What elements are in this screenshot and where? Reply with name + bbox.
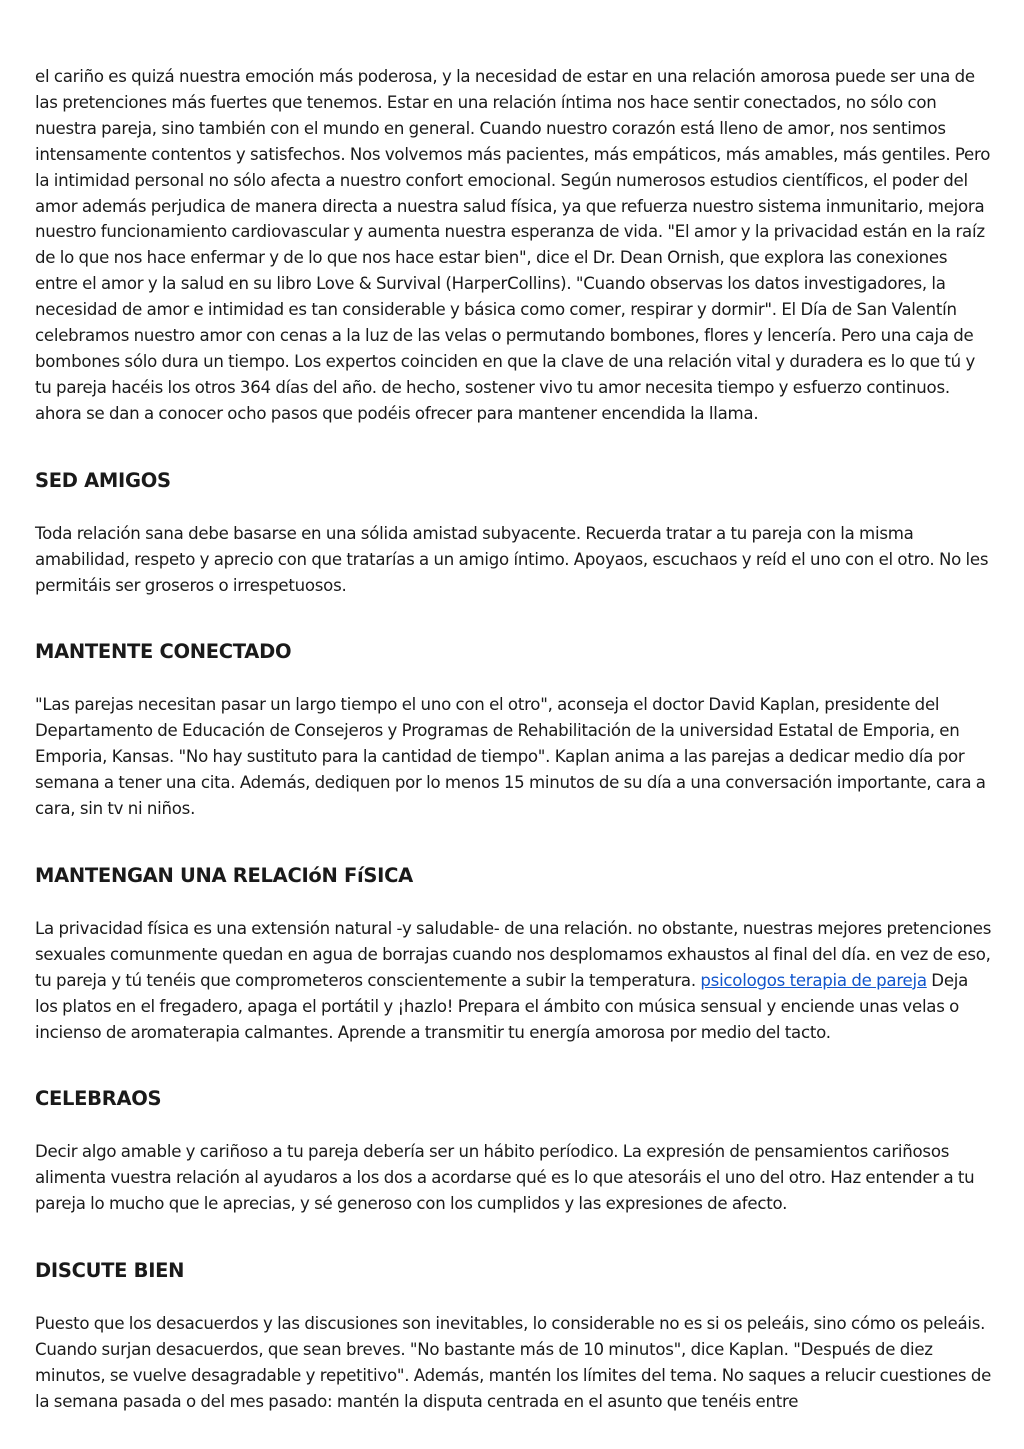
paragraph-relacion-fisica <box>35 916 993 1046</box>
psicologos-terapia-de-pareja-link[interactable]: psicologos terapia de pareja <box>700 970 927 990</box>
heading-discute-bien: DISCUTE BIEN <box>35 1259 185 1283</box>
heading-celebraos: CELEBRAOS <box>35 1087 162 1111</box>
heading-sed-amigos: SED AMIGOS <box>35 468 171 492</box>
paragraph-relacion-fisica-part-2: Deja los platos en el fregadero, apaga el portátil y ¡hazlo! Prepara el ámbito con música sensual y enciende unas velas o incienso de aromaterapia calmantes. Aprende a transmitir tu energía amorosa por medio del tacto. <box>35 970 969 1042</box>
intro-paragraph: el cariño es quizá nuestra emoción más poderosa, y la necesidad de estar en una relación amorosa puede ser una de las pretenciones más fuertes que tenemos. Estar en una relación íntima nos hace sentir conectados, no sólo con nuestra pareja, sino también con el mundo en general. Cuando nuestro corazón está lleno de amor, nos sentimos intensamente contentos y satisfechos. Nos volvemos más pacientes, más empáticos, más amables, más gentiles. Pero la intimidad personal no sólo afecta a nuestro confort emocional. Según numerosos estudios científicos, el poder del amor además perjudica de manera directa a nuestra salud física, ya que refuerza nuestro sistema inmunitario, mejora nuestro funcionamiento cardiovascular y aumenta nuestra esperanza de vida. "El amor y la privacidad están en la raíz de lo que nos hace enfermar y de lo que nos hace estar bien", dice el Dr. Dean Ornish, que explora las conexiones entre el amor y la salud en su libro Love & Survival (HarperCollins). "Cuando observas los datos investigadores, la necesidad de amor e intimidad es tan considerable y básica como comer, respirar y dormir". El Día de San Valentín celebramos nuestro amor con cenas a la luz de las velas o permutando bombones, flores y lencería. Pero una caja de bombones sólo dura un tiempo. Los expertos coinciden en que la clave de una relación vital y duradera es lo que tú y tu pareja hacéis los otros 364 días del año. de hecho, sostener vivo tu amor necesita tiempo y esfuerzo continuos. ahora se dan a conocer ocho pasos que podéis ofrecer para mantener encendida la llama. <box>35 67 991 423</box>
paragraph-sed-amigos: Toda relación sana debe basarse en una sólida amistad subyacente. Recuerda tratar a tu pareja con la misma amabilidad, respeto y aprecio con que tratarías a un amigo íntimo. Apoyaos, escuchaos y reíd el uno con el otro. No les permitáis ser groseros o irrespetuosos. <box>35 523 989 595</box>
paragraph-relacion-fisica-part-1: La privacidad física es una extensión natural -y saludable- de una relación. no obstante, nuestras mejores pretenciones sexuales comunmente quedan en agua de borrajas cuando nos desplomamos exhaustos al final del día. en vez de eso, tu pareja y tú tenéis que comprometeros conscientemente a subir la temperatura. <box>35 918 992 990</box>
article <box>35 64 993 1415</box>
paragraph-mantente-conectado: "Las parejas necesitan pasar un largo tiempo el uno con el otro", aconseja el doctor David Kaplan, presidente del Departamento de Educación de Consejeros y Programas de Rehabilitación de la universidad Estatal de Emporia, en Emporia, Kansas. "No hay sustituto para la cantidad de tiempo". Kaplan anima a las parejas a dedicar medio día por semana a tener una cita. Además, dediquen por lo menos 15 minutos de su día a una conversación importante, cara a cara, sin tv ni niños. <box>35 695 986 819</box>
paragraph-celebraos: Decir algo amable y cariñoso a tu pareja debería ser un hábito períodico. La expresión de pensamientos cariñosos alimenta vuestra relación al ayudaros a los dos a acordarse qué es lo que atesoráis el uno del otro. Haz entender a tu pareja lo mucho que le aprecias, y sé generoso con los cumplidos y las expresiones de afecto. <box>35 1142 975 1214</box>
heading-relacion-fisica: MANTENGAN UNA RELACIóN FíSICA <box>35 863 413 887</box>
paragraph-discute-bien: Puesto que los desacuerdos y las discusiones son inevitables, lo considerable no es si os peleáis, sino cómo os peleáis. Cuando surjan desacuerdos, que sean breves. "No bastante más de 10 minutos", dice Kaplan. "Después de diez minutos, se vuelve desagradable y repetitivo". Además, mantén los límites del tema. No saques a relucir cuestiones de la semana pasada o del mes pasado: mantén la disputa centrada en el asunto que tenéis entre <box>35 1314 992 1411</box>
heading-mantente-conectado: MANTENTE CONECTADO <box>35 640 292 664</box>
